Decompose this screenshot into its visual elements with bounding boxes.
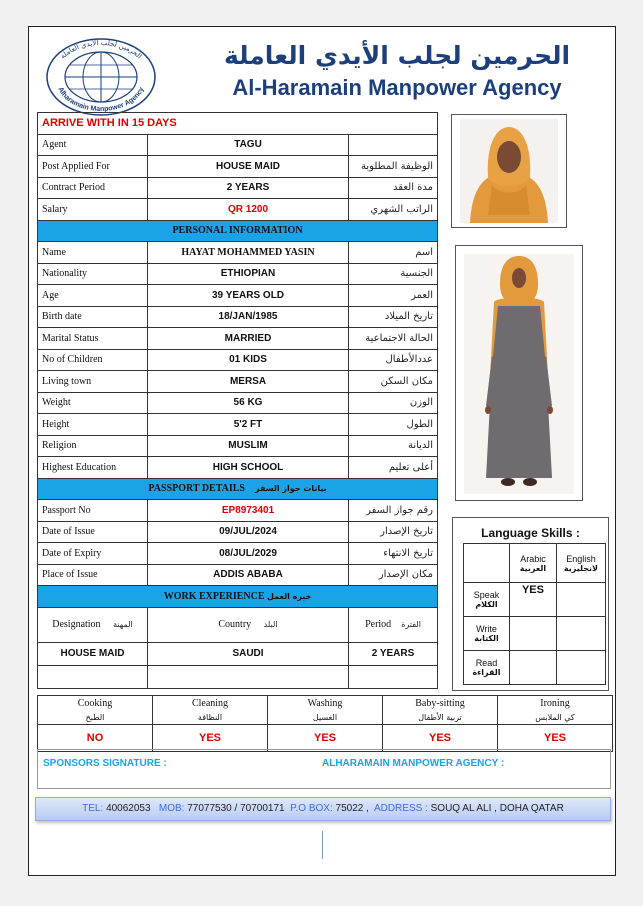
row-weight bbox=[38, 392, 438, 414]
read-label-ar: القراءة bbox=[472, 668, 501, 677]
name-label-ar: اسم bbox=[349, 242, 438, 264]
read-label: Read bbox=[475, 658, 498, 668]
town-label-ar: مكان السكن bbox=[349, 371, 438, 393]
expiry-date-label-ar: تاريخ الانتهاء bbox=[349, 543, 438, 565]
read-english-value bbox=[556, 651, 605, 685]
agency-title-arabic: الحرمين لجلب الأيدي العاملة bbox=[223, 41, 571, 70]
english-header-ar: لانجليزية bbox=[563, 563, 599, 573]
row-name bbox=[38, 242, 438, 264]
skill-washing-value: YES bbox=[268, 725, 383, 752]
weight-label-ar: الوزن bbox=[349, 392, 438, 414]
work-country: SAUDI bbox=[148, 642, 349, 665]
skill-babysitting-label-ar: تربية الأطفال bbox=[383, 710, 498, 725]
section-passport bbox=[38, 478, 438, 500]
contract-label-ar: مدة العقد bbox=[349, 177, 438, 199]
education-label: Highest Education bbox=[38, 457, 148, 479]
issue-date-label-ar: تاريخ الإصدار bbox=[349, 521, 438, 543]
row-children bbox=[38, 349, 438, 371]
read-arabic-value bbox=[509, 651, 556, 685]
passport-heading: PASSPORT DETAILS bbox=[148, 483, 245, 495]
row-agent bbox=[38, 134, 438, 156]
agent-value: TAGU bbox=[148, 134, 349, 156]
birth-label: Birth date bbox=[38, 306, 148, 328]
speak-english-value bbox=[556, 583, 605, 617]
skill-cooking-label: Cooking bbox=[38, 696, 153, 711]
row-post bbox=[38, 156, 438, 178]
speak-label-ar: الكلام bbox=[475, 600, 498, 609]
row-education bbox=[38, 457, 438, 479]
write-label-ar: الكتابة bbox=[474, 634, 499, 643]
skill-washing-label-ar: الغسيل bbox=[268, 710, 383, 725]
contract-value: 2 YEARS bbox=[148, 177, 349, 199]
education-label-ar: أعلى تعليم bbox=[349, 457, 438, 479]
row-height bbox=[38, 414, 438, 436]
issue-place-value: ADDIS ABABA bbox=[148, 564, 349, 586]
section-work bbox=[38, 586, 438, 608]
skill-cooking-value: NO bbox=[38, 725, 153, 752]
marital-label: Marital Status bbox=[38, 328, 148, 350]
issue-date-value: 09/JUL/2024 bbox=[148, 521, 349, 543]
agency-signature-label: ALHARAMAIN MANPOWER AGENCY : bbox=[322, 758, 505, 769]
tel-value: 40062053 bbox=[106, 803, 151, 814]
agent-label-ar bbox=[349, 134, 438, 156]
religion-value: MUSLIM bbox=[148, 435, 349, 457]
children-label: No of Children bbox=[38, 349, 148, 371]
skill-washing-label: Washing bbox=[268, 696, 383, 711]
row-religion bbox=[38, 435, 438, 457]
age-value: 39 YEARS OLD bbox=[148, 285, 349, 307]
weight-label: Weight bbox=[38, 392, 148, 414]
age-label: Age bbox=[38, 285, 148, 307]
work-row-empty bbox=[38, 665, 438, 688]
arrival-notice: ARRIVE WITH IN 15 DAYS bbox=[38, 113, 438, 135]
children-label-ar: عددالأطفال bbox=[349, 349, 438, 371]
language-skills-title: Language Skills : bbox=[481, 526, 580, 540]
designation-header-ar: المهنة bbox=[113, 620, 133, 629]
skill-cleaning-value: YES bbox=[153, 725, 268, 752]
religion-label-ar: الديانة bbox=[349, 435, 438, 457]
svg-text:الحرمين لجلب الأيدي العاملة: الحرمين لجلب الأيدي العاملة bbox=[58, 38, 144, 61]
row-marital bbox=[38, 328, 438, 350]
skill-cooking-label-ar: الطبخ bbox=[38, 710, 153, 725]
agency-title-english: Al-Haramain Manpower Agency bbox=[232, 75, 562, 100]
skill-ironing-label: Ironing bbox=[498, 696, 613, 711]
section-personal bbox=[38, 220, 438, 242]
skill-cleaning-label: Cleaning bbox=[153, 696, 268, 711]
post-label-ar: الوظيفة المطلوبة bbox=[349, 156, 438, 178]
birth-label-ar: تاريخ الميلاد bbox=[349, 306, 438, 328]
issue-place-label-ar: مكان الإصدار bbox=[349, 564, 438, 586]
weight-value: 56 KG bbox=[148, 392, 349, 414]
write-arabic-value bbox=[509, 617, 556, 651]
agency-logo bbox=[41, 37, 165, 119]
passport-heading-ar: بيانات جواز السفر bbox=[255, 484, 327, 494]
height-label: Height bbox=[38, 414, 148, 436]
skill-babysitting-label: Baby-sitting bbox=[383, 696, 498, 711]
tel-label: TEL: bbox=[82, 803, 104, 814]
work-heading-ar: خبره العمل bbox=[267, 591, 312, 601]
skill-ironing-label-ar: كي الملابس bbox=[498, 710, 613, 725]
salary-label: Salary bbox=[38, 199, 148, 221]
education-value: HIGH SCHOOL bbox=[148, 457, 349, 479]
pobox-value: 75022 , bbox=[335, 803, 369, 814]
speak-arabic-value: YES bbox=[509, 583, 556, 617]
personal-heading: PERSONAL INFORMATION bbox=[38, 220, 438, 242]
issue-date-label: Date of Issue bbox=[38, 521, 148, 543]
skill-babysitting-value: YES bbox=[383, 725, 498, 752]
expiry-date-value: 08/JUL/2029 bbox=[148, 543, 349, 565]
language-skills-table bbox=[463, 543, 606, 685]
pobox-label: P.O BOX: bbox=[290, 803, 333, 814]
name-label: Name bbox=[38, 242, 148, 264]
passport-no-label: Passport No bbox=[38, 500, 148, 522]
agent-label: Agent bbox=[38, 134, 148, 156]
town-label: Living town bbox=[38, 371, 148, 393]
row-nationality bbox=[38, 263, 438, 285]
row-expiry-date bbox=[38, 543, 438, 565]
nationality-label: Nationality bbox=[38, 263, 148, 285]
row-town bbox=[38, 371, 438, 393]
signature-box bbox=[37, 749, 611, 789]
children-value: 01 KIDS bbox=[148, 349, 349, 371]
town-value: MERSA bbox=[148, 371, 349, 393]
country-header-ar: البلد bbox=[263, 620, 278, 629]
mob-label: MOB: bbox=[158, 803, 185, 814]
religion-label: Religion bbox=[38, 435, 148, 457]
divider-line bbox=[322, 831, 323, 859]
work-period: 2 YEARS bbox=[349, 642, 438, 665]
row-salary bbox=[38, 199, 438, 221]
height-label-ar: الطول bbox=[349, 414, 438, 436]
candidate-portrait-photo bbox=[451, 114, 567, 228]
speak-label: Speak bbox=[473, 590, 500, 600]
height-value: 5'2 FT bbox=[148, 414, 349, 436]
work-header-row bbox=[38, 607, 438, 642]
write-label: Write bbox=[476, 624, 497, 634]
birth-value: 18/JAN/1985 bbox=[148, 306, 349, 328]
arrival-notice-row bbox=[38, 113, 438, 135]
write-english-value bbox=[556, 617, 605, 651]
country-header: Country bbox=[218, 619, 252, 630]
work-row bbox=[38, 642, 438, 665]
contract-label: Contract Period bbox=[38, 177, 148, 199]
cv-sheet bbox=[28, 26, 616, 876]
language-skills-box bbox=[452, 517, 609, 691]
row-age bbox=[38, 285, 438, 307]
english-header: English bbox=[566, 553, 596, 564]
mob-value: 77077530 / 70700171 bbox=[187, 803, 285, 814]
skill-cleaning-label-ar: النظافة bbox=[153, 710, 268, 725]
address-label: ADDRESS : bbox=[373, 803, 428, 814]
arabic-header: Arabic bbox=[520, 553, 546, 564]
salary-label-ar: الراتب الشهري bbox=[349, 199, 438, 221]
svg-text:Alharamain Manpower Agency: Alharamain Manpower Agency bbox=[56, 86, 146, 114]
salary-value: QR 1200 bbox=[148, 199, 349, 221]
address-value: SOUQ AL ALI , DOHA QATAR bbox=[430, 803, 564, 814]
row-issue-place bbox=[38, 564, 438, 586]
period-header: Period bbox=[365, 619, 392, 630]
passport-no-label-ar: رقم جواز السفر bbox=[349, 500, 438, 522]
candidate-full-body-photo bbox=[455, 245, 583, 501]
marital-value: MARRIED bbox=[148, 328, 349, 350]
row-passport-no bbox=[38, 500, 438, 522]
name-value: HAYAT MOHAMMED YASIN bbox=[148, 242, 349, 264]
row-birth bbox=[38, 306, 438, 328]
work-heading: WORK EXPERIENCE bbox=[163, 590, 265, 602]
row-issue-date bbox=[38, 521, 438, 543]
sponsor-signature-label: SPONSORS SIGNATURE : bbox=[43, 758, 167, 769]
issue-place-label: Place of Issue bbox=[38, 564, 148, 586]
expiry-date-label: Date of Expiry bbox=[38, 543, 148, 565]
post-value: HOUSE MAID bbox=[148, 156, 349, 178]
period-header-ar: الفترة bbox=[401, 620, 421, 629]
work-designation: HOUSE MAID bbox=[38, 642, 148, 665]
nationality-value: ETHIOPIAN bbox=[148, 263, 349, 285]
skills-table bbox=[37, 695, 613, 752]
age-label-ar: العمر bbox=[349, 285, 438, 307]
marital-label-ar: الحالة الاجتماعية bbox=[349, 328, 438, 350]
row-contract bbox=[38, 177, 438, 199]
passport-no-value: EP8973401 bbox=[148, 500, 349, 522]
arabic-header-ar: العربية bbox=[519, 563, 547, 573]
contact-footer bbox=[35, 797, 611, 821]
designation-header: Designation bbox=[52, 619, 101, 630]
post-label: Post Applied For bbox=[38, 156, 148, 178]
candidate-info-table bbox=[37, 112, 438, 689]
nationality-label-ar: الجنسية bbox=[349, 263, 438, 285]
skill-ironing-value: YES bbox=[498, 725, 613, 752]
